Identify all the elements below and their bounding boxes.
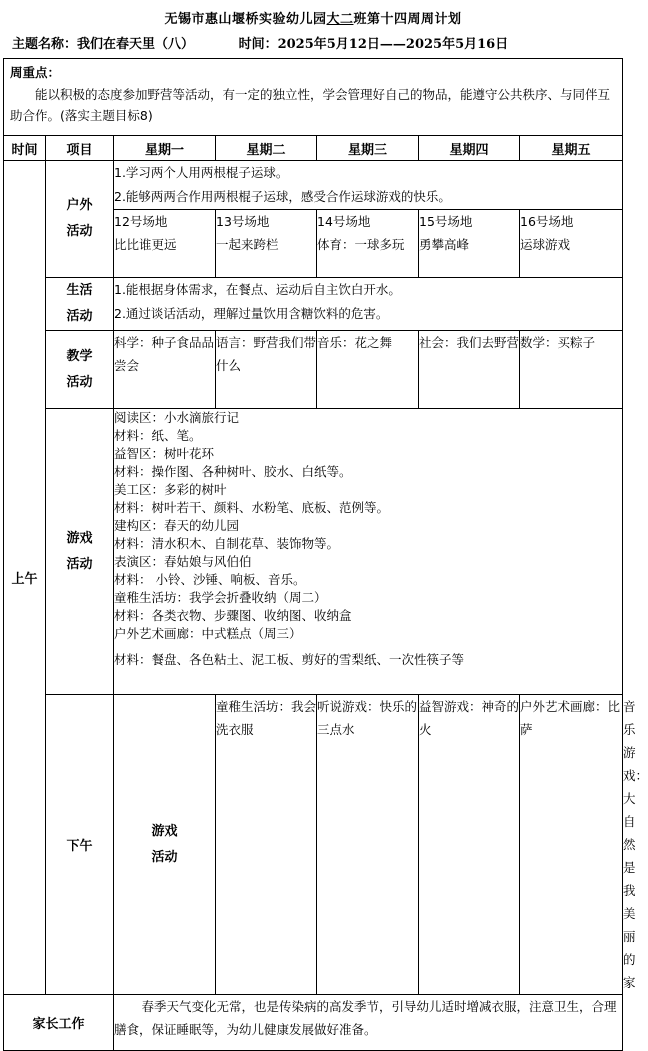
teaching-label [46, 331, 114, 409]
title-suffix: 班第十四周周计划 [353, 12, 462, 27]
game-line: 表演区：春姑娘与风伯伯 [114, 554, 252, 569]
activity-label: 运球游戏 [520, 237, 571, 252]
game-line-last: 材料：餐盘、各色粘土、泥工板、剪好的雪梨纸、一次性筷子等 [114, 652, 465, 667]
theme-name: 我们在春天里（八） [77, 37, 195, 52]
col-time: 时间 [4, 136, 46, 161]
teaching-thu: 社会：我们去野营 [419, 331, 520, 409]
life-row [4, 278, 623, 331]
game-line: 材料：操作图、各种树叶、胶水、白纸等。 [114, 464, 352, 479]
activity-label: 一起来跨栏 [216, 237, 279, 252]
afternoon-wed: 益智游戏：神奇的火 [419, 695, 520, 995]
teaching-wed: 音乐：花之舞 [317, 331, 419, 409]
column-header-row [4, 136, 623, 161]
outdoor-label [46, 161, 114, 278]
col-monday: 星期一 [114, 136, 216, 161]
activity-label: 比比谁更远 [114, 237, 177, 252]
game-line: 材料：清水积木、自制花草、装饰物等。 [114, 536, 340, 551]
life-goal-2: 2.通过谈话活动，理解过量饮用含糖饮料的危害。 [114, 306, 389, 321]
theme-label: 主题名称： [12, 37, 78, 52]
life-goal-1: 1.能根据身体需求，在餐点、运动后自主饮白开水。 [114, 282, 401, 297]
game-line: 童稚生活坊：我学会折叠收纳（周二） [114, 590, 327, 605]
afternoon-thu: 户外艺术画廊：比萨 [520, 695, 623, 995]
games-row [4, 409, 623, 695]
afternoon-games-label [114, 695, 216, 995]
afternoon-tue: 听说游戏：快乐的三点水 [317, 695, 419, 995]
teaching-label-2: 活动 [66, 374, 93, 390]
field-label: 13号场地 [216, 214, 270, 229]
afternoon-label: 下午 [46, 695, 114, 995]
plan-table [3, 58, 648, 1051]
game-line: 阅读区：小水滴旅行记 [114, 410, 240, 425]
game-area-list [114, 409, 623, 695]
game-line: 户外艺术画廊：中式糕点（周三） [114, 626, 302, 641]
field-label: 14号场地 [317, 214, 371, 229]
parents-label: 家长工作 [4, 995, 114, 1051]
field-label: 12号场地 [114, 214, 168, 229]
game-line: 材料：各类衣物、步骤图、收纳图、收纳盒 [114, 608, 352, 623]
game-line: 材料：树叶若干、颜料、水粉笔、底板、范例等。 [114, 500, 390, 515]
outdoor-thu [419, 210, 520, 278]
outdoor-tue [216, 210, 317, 278]
game-line: 材料：纸、笔。 [114, 428, 202, 443]
outdoor-mon [114, 210, 216, 278]
games-label-1: 游戏 [66, 530, 93, 546]
morning-label: 上午 [4, 161, 46, 995]
game-line: 美工区：多彩的树叶 [114, 482, 227, 497]
afternoon-games-label-2: 活动 [151, 849, 178, 865]
col-item: 项目 [46, 136, 114, 161]
col-friday: 星期五 [520, 136, 623, 161]
life-goals [114, 278, 623, 331]
teaching-tue: 语言：野营我们带什么 [216, 331, 317, 409]
game-line: 益智区：树叶花环 [114, 446, 215, 461]
outdoor-goal-2: 2.能够两两合作用两根棍子运球，感受合作运球游戏的快乐。 [114, 189, 451, 204]
col-wednesday: 星期三 [317, 136, 419, 161]
afternoon-row: 下午 游戏 活动 童稚生活坊：我会洗衣服 听说游戏：快乐的三点水 益智游戏：神奇的火 户外艺术画廊：比萨 音乐游戏：大自然是我美丽的家 [4, 695, 623, 995]
focus-text: 能以积极的态度参加野营等活动，有一定的独立性，学会管理好自己的物品，能遵守公共秩序、与同伴互助合作。(落实主题目标8) [10, 87, 611, 123]
field-label: 16号场地 [520, 214, 574, 229]
col-tuesday: 星期二 [216, 136, 317, 161]
field-label: 15号场地 [419, 214, 473, 229]
afternoon-games-label-1: 游戏 [151, 823, 178, 839]
outdoor-goals-row [4, 161, 623, 210]
outdoor-label-1: 户外 [66, 198, 93, 213]
parents-text: 春季天气变化无常，也是传染病的高发季节，引导幼儿适时增减衣服，注意卫生，合理膳食，保证睡眠等，为幼儿健康发展做好准备。 [114, 995, 623, 1051]
life-label-2: 活动 [66, 309, 93, 324]
games-label [46, 409, 114, 695]
outdoor-goal-1: 1.学习两个人用两根棍子运球。 [114, 165, 289, 180]
time-range: 2025年5月12日——2025年5月16日 [277, 37, 509, 52]
outdoor-goals [114, 161, 623, 210]
parents-row [4, 995, 623, 1051]
games-label-2: 活动 [66, 556, 93, 572]
class-name: 大二 [326, 12, 354, 27]
title-prefix: 无锡市惠山堰桥实验幼儿园 [164, 12, 327, 27]
focus-row [4, 59, 623, 136]
life-label [46, 278, 114, 331]
outdoor-label-2: 活动 [66, 224, 93, 239]
activity-label: 体育：一球多玩 [317, 237, 405, 252]
focus-title: 周重点： [10, 65, 61, 80]
teaching-row [4, 331, 623, 409]
outdoor-wed [317, 210, 419, 278]
outdoor-fri [520, 210, 623, 278]
teaching-fri: 数学：买粽子 [520, 331, 623, 409]
page-title [0, 8, 626, 27]
teaching-label-1: 教学 [66, 348, 93, 364]
theme-line [12, 33, 622, 52]
col-thursday: 星期四 [419, 136, 520, 161]
game-line: 建构区：春天的幼儿园 [114, 518, 240, 533]
focus-cell [4, 59, 623, 136]
time-label: 时间： [238, 37, 278, 52]
afternoon-mon: 童稚生活坊：我会洗衣服 [216, 695, 317, 995]
life-label-1: 生活 [66, 283, 93, 298]
teaching-mon: 科学：种子食品品尝会 [114, 331, 216, 409]
activity-label: 勇攀高峰 [419, 237, 470, 252]
game-line: 材料： 小铃、沙锤、响板、音乐。 [114, 572, 306, 587]
